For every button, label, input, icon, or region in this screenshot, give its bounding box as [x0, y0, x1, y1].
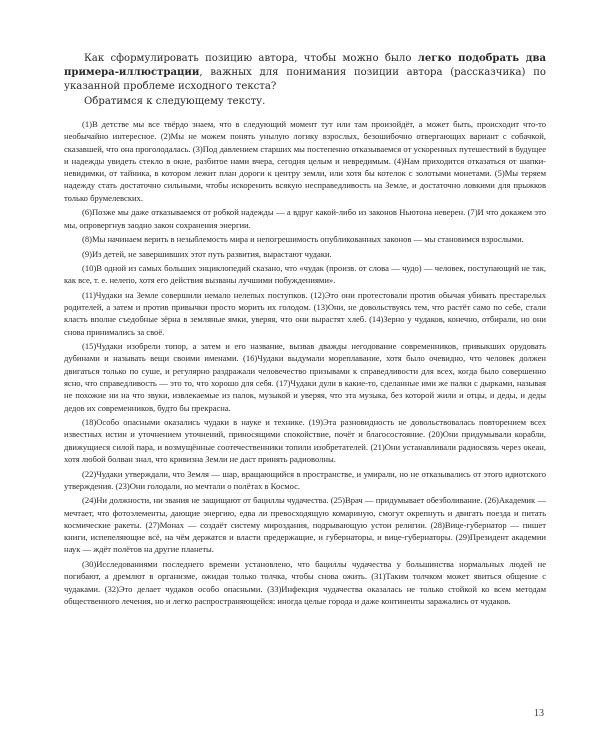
- paragraph-3: (8)Мы начинаем верить в незыблемость мира и непогрешимость опубликованных законов — мы становимся взрослыми.: [82, 234, 524, 245]
- paragraph-4: (9)Из детей, не завершивших этот путь развития, вырастают чудаки.: [82, 248, 332, 259]
- intro-block: [64, 52, 546, 109]
- intro-question-part1: Как сформулировать позицию автора, чтобы можно было: [84, 53, 418, 64]
- paragraph-9: (22)Чудаки утверждали, что Земля — шар, вращающийся в пространстве, и умирали, но не отказывались от этого идиотского утверждения. (23)Они голодали, но мечтали о полётах в Космос.: [64, 468, 546, 491]
- paragraph-6: (11)Чудаки на Земле совершили немало нелепых поступков. (12)Это они протестовали против обычая убивать престарелых родителей, а затем и против привычки просто морить их голодом. (13)Они, не довольствуясь тем, что растёт само по себе, стали класть вполне съедобные зёрна в земляные ямки, уверяя, что они вырастят хлеб. (14)Зерно у чудаков, конечно, отбирали, но они снова принимались за своё.: [64, 289, 546, 337]
- paragraph-8: (18)Особо опасными оказались чудаки в науке и технике. (19)Эта разновидность не довольствовалась повторением всех известных истин и уточнением уточнений, приносящими спокойствие, почёт и благосостояние. (20)Они придумывали корабли, движущиеся силой пара, и возмущённые соотечественники топили изобретателей. (21)Они устанавливали радиосвязь через океан, хотя любой болван знал, что кривизна Земли не даст принять радиоволны.: [64, 417, 546, 465]
- paragraph-1: (1)В детстве мы все твёрдо знаем, что в следующий момент тут или там произойдёт, а может быть, происходит что-то необычайно интересное. (2)Мы не можем понять унылую логику взрослых, безошибочно отвергающих вариант с собачкой, сказавшей, что она проголодалась. (3)Под давлением старших мы постепенно отказываемся от ускоренных путешествий в будущее и надежды увидеть стекло в окне, разбитое нами вчера, сегодня целым и невредимым. (4)Нам приходится отказаться от шапки-невидимки, от тайника, в котором лежит план дороги к центру земли, или хотя бы котелок с золотыми монетами. (5)Мы теряем надежду стать достаточно сильными, чтобы искоренить всякую несправедливость на Земле, и достаточно ловкими для прыжков только брумелевских.: [64, 119, 546, 203]
- paragraph-10: (24)Ни должности, ни звания не защищают от бациллы чудачества. (25)Врач — придумывает обезболивание. (26)Академик — мечтает, что фотоэлементы, дающие энергию, едва ли превосходящую комариную, смогут окрепнуть и двигать поезда и питать космические ракеты. (27)Монах — создаёт систему мироздания, подрывающую устои религии. (28)Вице-губернатор — пишет книги, испепеляющие всё, на чём держатся и власти предержащие, и губернаторы, и вице-губернаторы. (29)Президент академии наук — ждёт полётов на другие планеты.: [64, 495, 546, 555]
- paragraph-2: (6)Позже мы даже отказываемся от робкой надежды — а вдруг какой-либо из законов Ньютона неверен. (7)И что докажем это мы, опровергнув заодно закон сохранения энергии.: [64, 207, 546, 230]
- paragraph-11: (30)Исследованиями последнего времени установлено, что бациллы чудачества у большинства нормальных людей не погибают, а дремлют в организме, ожидая только толчка, чтобы снова ожить. (31)Таким толчком может явиться общение с чудаками. (32)Это делает чудаков особо опасными. (33)Инфекция чудачества оказалась не только стойкой ко всем методам общественного лечения, но и легко распространяющейся: иногда целые города и даже континенты заражались от чудаков.: [64, 558, 546, 606]
- intro-question-part2: , важных для понимания позиции автора (рассказчика) по указанной проблеме исходного текста?: [64, 67, 546, 93]
- source-text: [64, 118, 546, 609]
- page-number: 13: [534, 708, 544, 719]
- intro-turn: Обратимся к следующему тексту.: [84, 95, 266, 107]
- paragraph-7: (15)Чудаки изобрели топор, а затем и его название, вызвав дважды негодование современников, привыкших орудовать дубинами и называть вещи своими именами. (16)Чудаки выдумали мореплавание, хотя было очевидно, что человек должен двигаться только по суше, и регулярно раздражали человечество призывами к справедливости для всех, когда было совершенно ясно, что справедливость — это то, что хорошо для себя. (17)Чудаки дули в какие-то, сделанные ими же палки с дырками, называя не похожие ни на что звуки, извлекаемые из палок, музыкой и уверяя, что эта музыка, без которой жили и отцы, и деды, и деды дедов их современников, будто бы прекрасна.: [64, 341, 546, 413]
- paragraph-5: (10)В одной из самых больших энциклопедий сказано, что «чудак (произв. от слова — чудо) — человек, поступающий не так, как все, т. е. нелепо, хотя его действия вызваны лучшими побуждениями».: [64, 263, 546, 286]
- intro-question-bold: легко подобрать два примера-иллюстрации: [64, 53, 547, 79]
- intro-question: [64, 52, 546, 95]
